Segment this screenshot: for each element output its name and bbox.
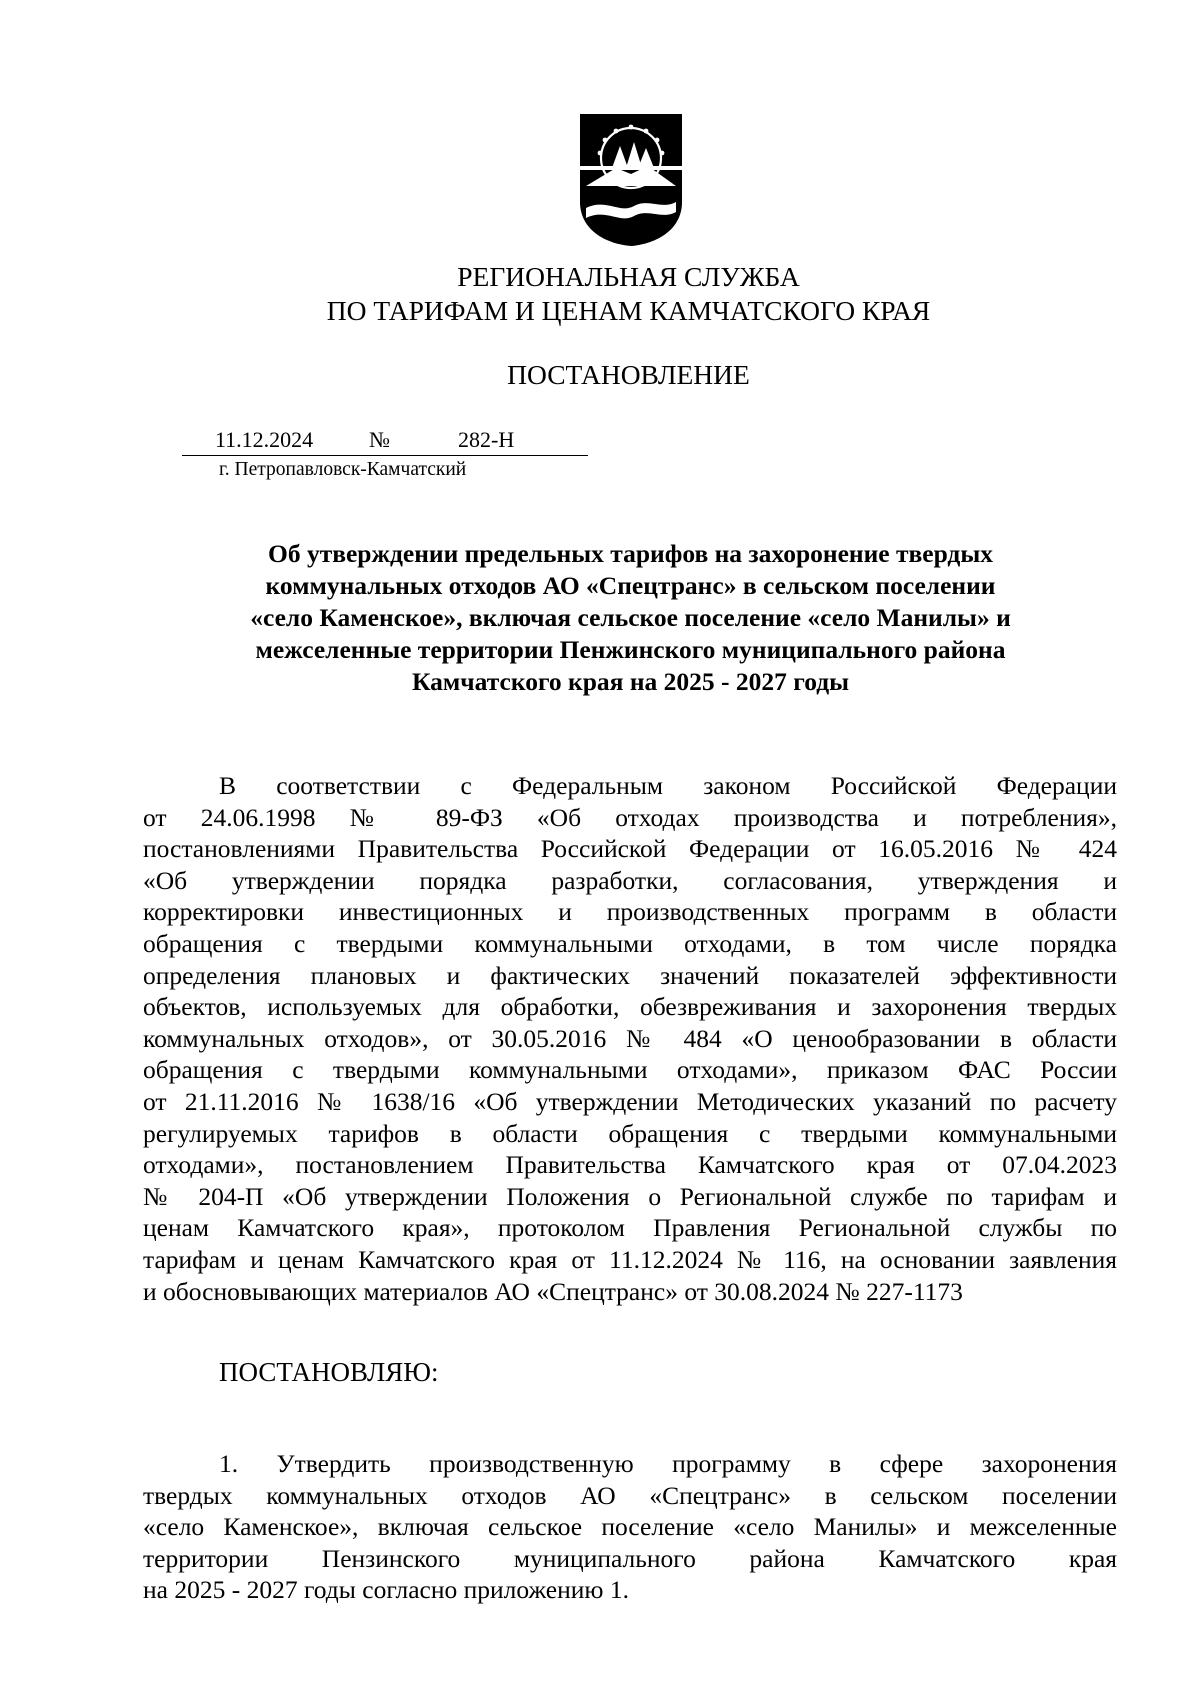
item-1-line: твердых коммунальных отходов АО «Спецтранс» в сельском поселении — [143, 1480, 1117, 1510]
title-line: Об утверждении предельных тарифов на захоронение твердых — [267, 539, 993, 568]
preamble-line: регулируемых тарифов в области обращения с твердыми коммунальными — [143, 1118, 1117, 1148]
number-label: № — [369, 427, 390, 452]
document-number: 282-Н — [458, 427, 515, 452]
preamble-line: «Об утверждении порядка разработки, согласования, утверждения и — [143, 865, 1117, 895]
document-type: ПОСТАНОВЛЕНИЕ — [507, 359, 750, 390]
city-name: г. Петропавловск-Камчатский — [219, 459, 467, 480]
document-date: 11.12.2024 — [215, 427, 314, 452]
preamble-line: определения плановых и фактических значений показателей эффективности — [143, 960, 1117, 990]
item-1-line: «село Каменское», включая сельское поселение «село Манилы» и межселенные — [143, 1512, 1117, 1542]
item-1-line: территории Пензинского муниципального района Камчатского края — [143, 1543, 1117, 1573]
preamble-line: ценам Камчатского края», протоколом Правления Региональной службы по — [143, 1213, 1117, 1243]
preamble-line: обращения с твердыми коммунальными отходами, в том числе порядка — [143, 928, 1117, 958]
preamble-line: обращения с твердыми коммунальными отходами», приказом ФАС России — [143, 1055, 1117, 1085]
preamble-line: от 24.06.1998 № 89-ФЗ «Об отходах производства и потребления», — [143, 802, 1117, 832]
title-line: межселенные территории Пенжинского муниципального района — [255, 635, 1006, 664]
date-number-line — [182, 425, 588, 456]
decree-word: ПОСТАНОВЛЯЮ: — [219, 1357, 439, 1387]
preamble-line: В соответствии с Федеральным законом Российской Федерации — [219, 771, 1117, 800]
preamble-line: объектов, используемых для обработки, обезвреживания и захоронения твердых — [143, 992, 1117, 1022]
preamble-line: отходами», постановлением Правительства Камчатского края от 07.04.2023 — [143, 1150, 1117, 1180]
title-line: «село Каменское», включая сельское поселение «село Манилы» и — [250, 603, 1011, 632]
title-line: коммунальных отходов АО «Спецтранс» в сельском поселении — [265, 571, 996, 600]
item-1-line: 1. Утвердить производственную программу в сфере захоронения — [219, 1449, 1117, 1478]
preamble-line: коммунальных отходов», от 30.05.2016 № 484 «О ценообразовании в области — [143, 1023, 1117, 1053]
preamble-line: тарифам и ценам Камчатского края от 11.12.2024 № 116, на основании заявления — [143, 1244, 1117, 1274]
preamble-line: и обосновывающих материалов АО «Спецтранс» от 30.08.2024 № 227-1173 — [143, 1276, 963, 1306]
preamble-paragraph — [143, 770, 1117, 1307]
preamble-line: № 204-П «Об утверждении Положения о Региональной службе по тарифам и — [143, 1181, 1117, 1211]
preamble-line: постановлениями Правительства Российской Федерации от 16.05.2016 № 424 — [143, 834, 1117, 864]
title-line: Камчатского края на 2025 - 2027 годы — [411, 667, 850, 696]
org-name-line2: ПО ТАРИФАМ И ЦЕНАМ КАМЧАТСКОГО КРАЯ — [326, 295, 931, 326]
item-1-paragraph — [143, 1448, 1117, 1606]
org-name-line1: РЕГИОНАЛЬНАЯ СЛУЖБА — [457, 261, 800, 292]
preamble-line: корректировки инвестиционных и производственных программ в области — [143, 897, 1117, 927]
preamble-line: от 21.11.2016 № 1638/16 «Об утверждении Методических указаний по расчету — [143, 1086, 1117, 1116]
document-title — [140, 538, 1121, 698]
kamchatka-coat-of-arms-icon — [576, 112, 686, 248]
item-1-line: на 2025 - 2027 годы согласно приложению 1. — [143, 1575, 629, 1605]
